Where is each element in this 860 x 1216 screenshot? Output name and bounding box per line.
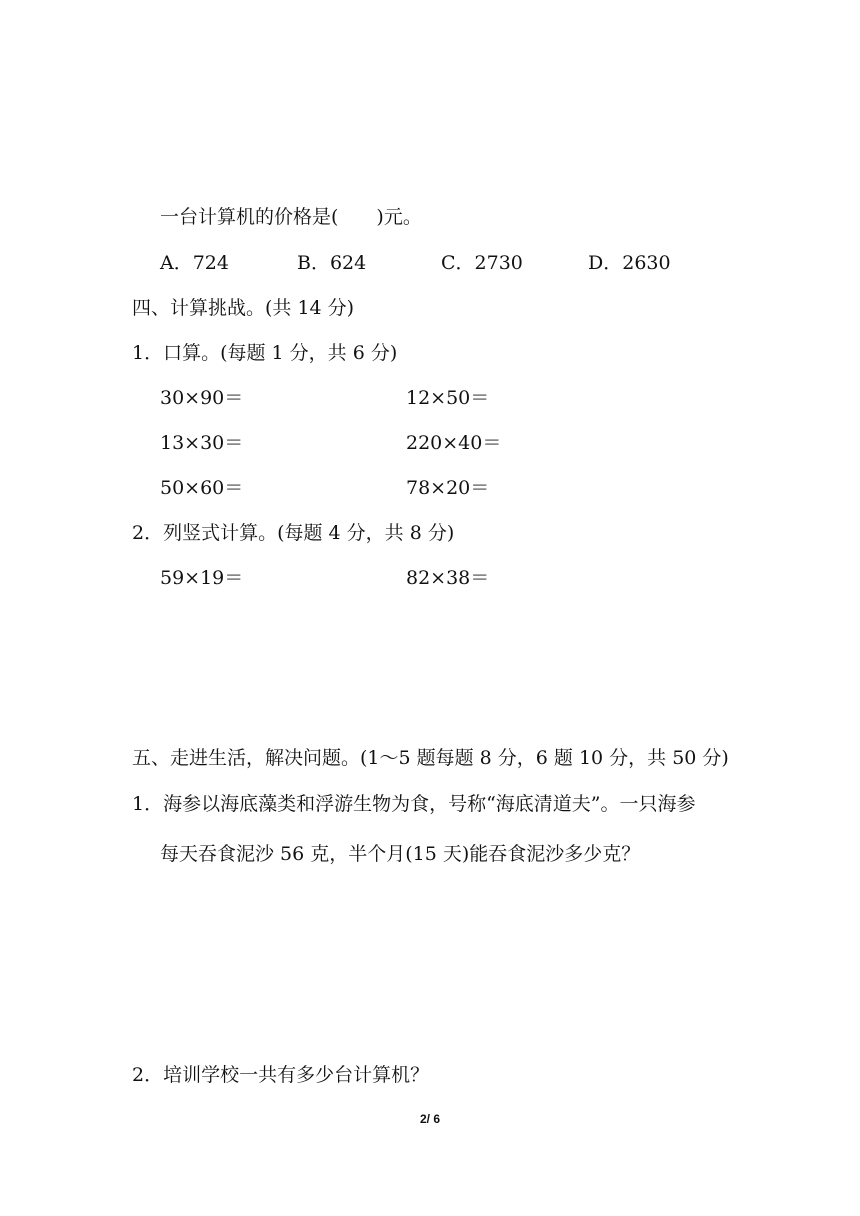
section4-title: 四、计算挑战。(共 14 分)	[132, 297, 355, 319]
section4-part1-title: 1．口算。(每题 1 分，共 6 分)	[132, 342, 398, 364]
math-item: 50×60＝	[160, 477, 244, 499]
math-item: 12×50＝	[406, 387, 490, 409]
option-b: B．624	[297, 252, 367, 274]
option-d: D．2630	[588, 252, 671, 274]
section5-q1-line1: 1．海参以海底藻类和浮游生物为食，号称“海底清道夫”。一只海参	[132, 793, 696, 815]
math-item: 30×90＝	[160, 387, 244, 409]
option-a: A．724	[160, 252, 229, 274]
section4-part2-title: 2．列竖式计算。(每题 4 分，共 8 分)	[132, 522, 455, 544]
calc-item: 59×19＝	[160, 567, 244, 589]
option-c: C．2730	[441, 252, 523, 274]
section5-title: 五、走进生活，解决问题。(1～5 题每题 8 分，6 题 10 分，共 50 分)	[132, 747, 729, 769]
page-number: 2/ 6	[419, 1112, 440, 1126]
section5-q1-line2: 每天吞食泥沙 56 克，半个月(15 天)能吞食泥沙多少克？	[160, 843, 641, 865]
q3-tail: 一台计算机的价格是( )元。	[160, 206, 422, 228]
math-item: 78×20＝	[406, 477, 490, 499]
section5-q2: 2．培训学校一共有多少台计算机？	[132, 1064, 430, 1086]
calc-item: 82×38＝	[406, 567, 490, 589]
math-item: 13×30＝	[160, 432, 244, 454]
math-item: 220×40＝	[406, 432, 502, 454]
